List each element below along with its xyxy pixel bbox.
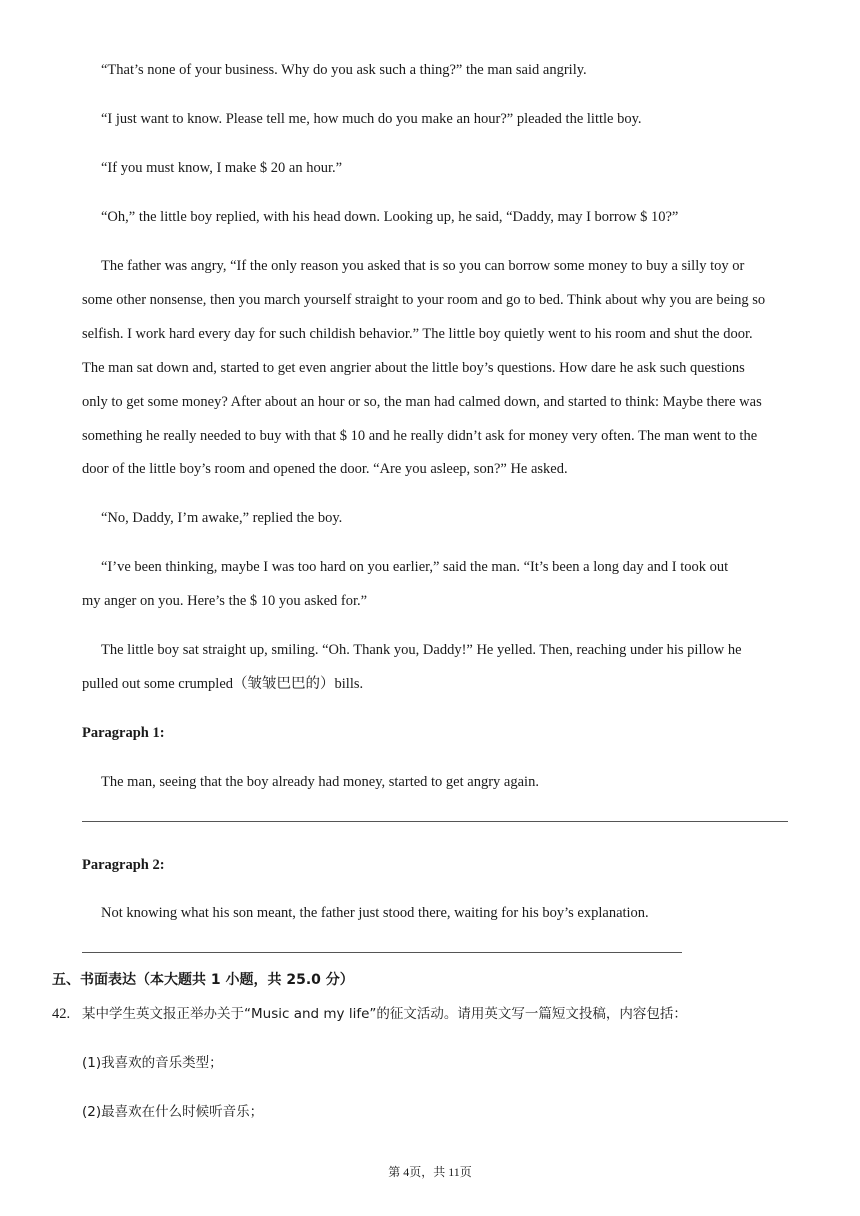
paragraph-1-label: Paragraph 1: (82, 725, 165, 741)
answer-line (82, 952, 682, 953)
story-paragraph: “That’s none of your business. Why do you ask such a thing?” the man said angrily. (101, 62, 587, 78)
story-paragraph-line: some other nonsense, then you march yourself straight to your room and go to bed. Think about why you are being so (82, 292, 766, 308)
story-paragraph-line: “I’ve been thinking, maybe I was too hard on you earlier,” said the man. “It’s been a long day and I took out (101, 559, 729, 575)
question-text: 某中学生英文报正举办关于“Music and my life”的征文活动。请用英文写一篇短文投稿，内容包括： (82, 1006, 687, 1022)
paragraph-2-opening: Not knowing what his son meant, the father just stood there, waiting for his boy’s explanation. (101, 905, 649, 921)
question-item: (2)最喜欢在什么时候听音乐； (82, 1104, 264, 1120)
story-paragraph-line: The father was angry, “If the only reason you asked that is so you can borrow some money to buy a silly toy or (101, 258, 745, 274)
story-paragraph-line: my anger on you. Here’s the $ 10 you asked for.” (82, 593, 368, 609)
story-paragraph-line: something he really needed to buy with that $ 10 and he really didn’t ask for money very often. The man went to the (82, 428, 758, 444)
section-heading: 五、书面表达（本大题共 1 小题，共 25.0 分） (52, 972, 354, 988)
story-paragraph-line: selfish. I work hard every day for such childish behavior.” The little boy quietly went to his room and shut the door. (82, 326, 753, 342)
question-number: 42. (52, 1006, 71, 1022)
paragraph-1-opening: The man, seeing that the boy already had money, started to get angry again. (101, 774, 539, 790)
page-number: 第 4页，共 11页 (388, 1165, 472, 1179)
paragraph-2-label: Paragraph 2: (82, 857, 165, 873)
answer-line (82, 821, 788, 822)
story-paragraph-line: The man sat down and, started to get even angrier about the little boy’s questions. How dare he ask such questions (82, 360, 745, 376)
story-paragraph-line: pulled out some crumpled（皱皱巴巴的）bills. (82, 676, 364, 692)
question-item: (1)我喜欢的音乐类型； (82, 1055, 223, 1071)
story-paragraph: “I just want to know. Please tell me, how much do you make an hour?” pleaded the little boy. (101, 111, 642, 127)
story-paragraph: “If you must know, I make $ 20 an hour.” (101, 160, 343, 176)
story-paragraph-line: The little boy sat straight up, smiling. “Oh. Thank you, Daddy!” He yelled. Then, reaching under his pillow he (101, 642, 742, 658)
story-paragraph: “No, Daddy, I’m awake,” replied the boy. (101, 510, 343, 526)
story-paragraph-line: only to get some money? After about an hour or so, the man had calmed down, and started to think: Maybe there was (82, 394, 762, 410)
story-paragraph: “Oh,” the little boy replied, with his head down. Looking up, he said, “Daddy, may I borrow $ 10?” (101, 209, 679, 225)
story-paragraph-line: door of the little boy’s room and opened the door. “Are you asleep, son?” He asked. (82, 461, 568, 477)
